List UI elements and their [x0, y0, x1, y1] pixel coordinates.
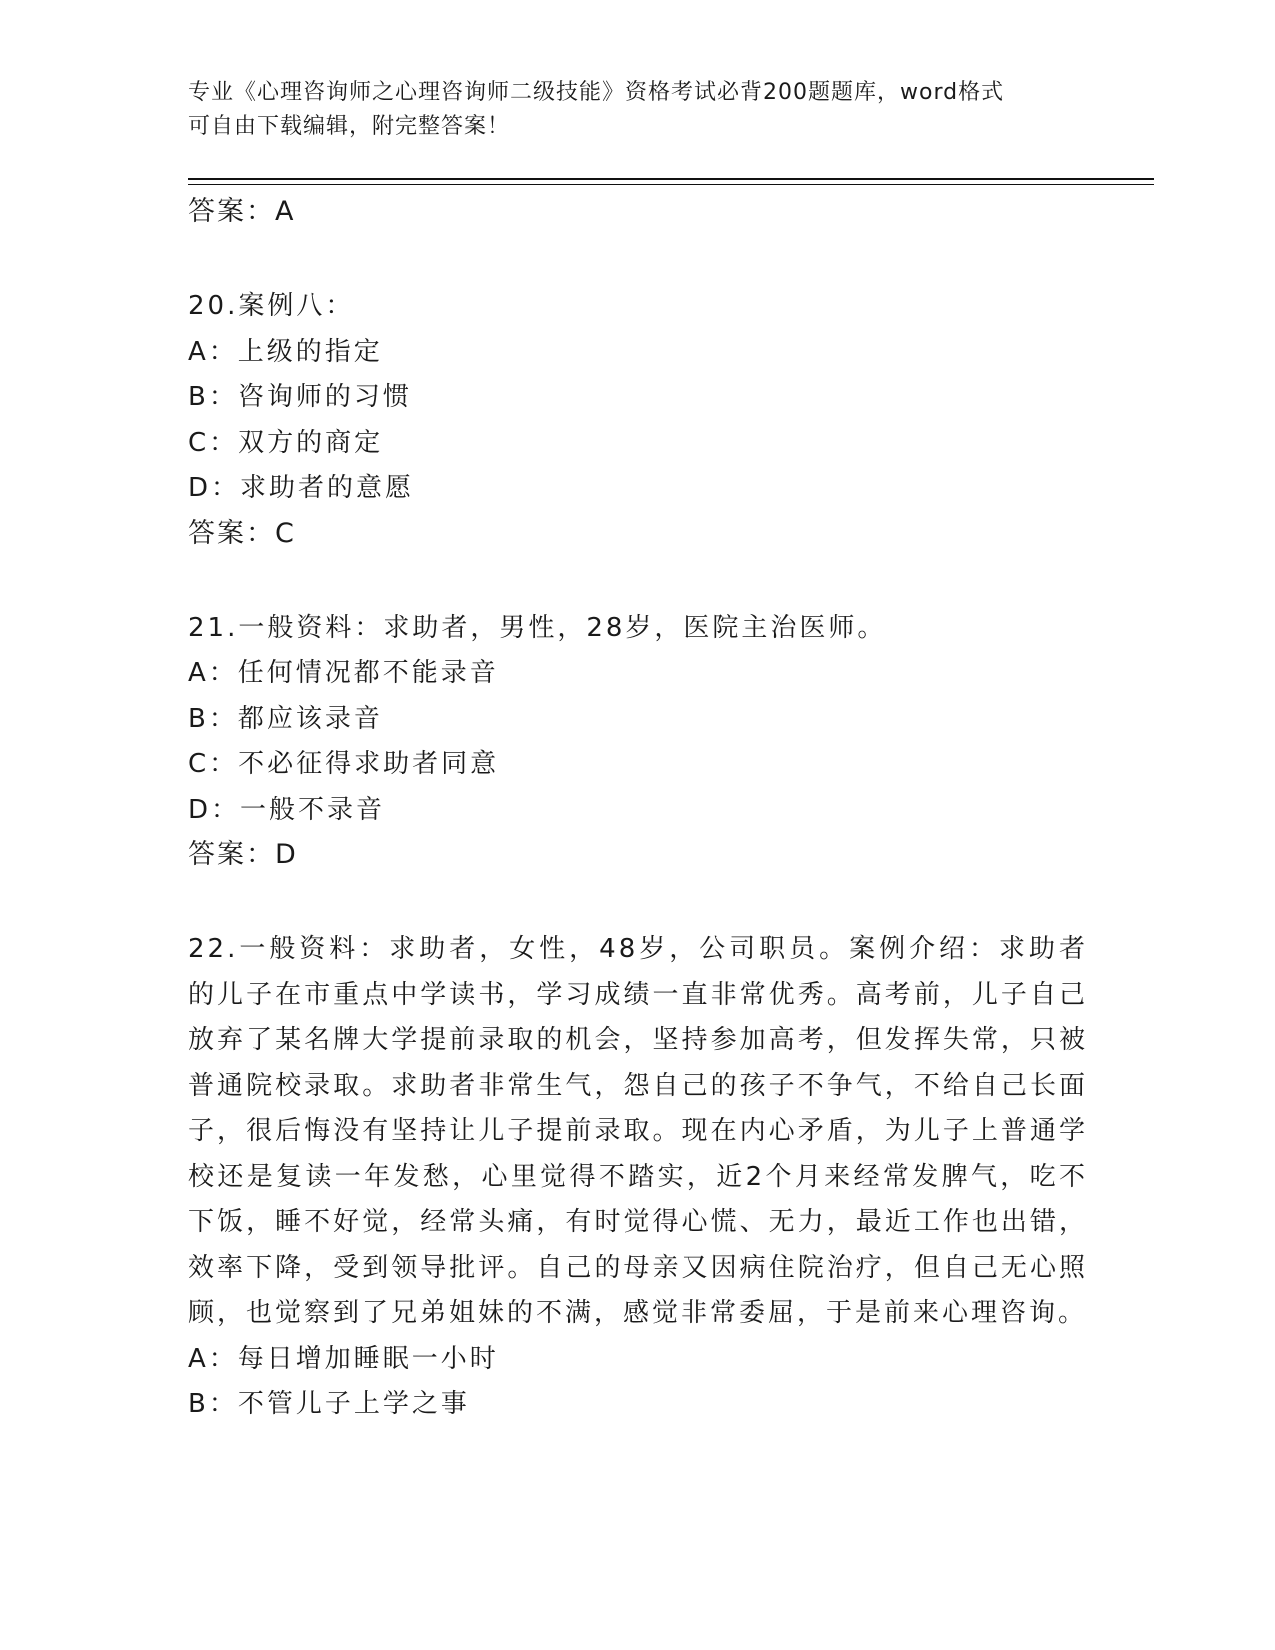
option-a: A：上级的指定 [188, 336, 383, 367]
previous-answer: 答案：A [188, 196, 296, 227]
question-stem: 20.案例八： [188, 291, 355, 321]
option-d: D：求助者的意愿 [188, 473, 415, 503]
spacer [188, 234, 1088, 284]
question-stem: 22.一般资料：求助者，女性，48岁，公司职员。案例介绍：求助者的儿子在市重点中学读书，学习成绩一直非常优秀。高考前，儿子自己放弃了某名牌大学提前录取的机会，坚持参加高考，但发挥失常，只被普通院校录取。求助者非常生气，怨自己的孩子不争气，不给自己长面子，很后悔没有坚持让儿子提前录取。现在内心矛盾，为儿子上普通学校还是复读一年发愁，心里觉得不踏实，近2个月来经常发脾气，吃不下饭，睡不好觉，经常头痛，有时觉得心慌、无力，最近工作也出错，效率下降，受到领导批评。自己的母亲又因病住院治疗，但自己无心照顾，也觉察到了兄弟姐妹的不满，感觉非常委屈，于是前来心理咨询。 [188, 934, 1088, 1328]
question-answer: 答案：D [188, 839, 298, 870]
option-b: B：不管儿子上学之事 [188, 1389, 470, 1419]
header-line-2: 可自由下载编辑，附完整答案！ [188, 114, 511, 139]
question-22 [188, 927, 1088, 1428]
option-c: C：不必征得求助者同意 [188, 749, 500, 779]
spacer [188, 556, 1088, 606]
option-b: B：咨询师的习惯 [188, 382, 412, 412]
header-rule-thin [188, 184, 1154, 185]
question-20 [188, 284, 1088, 556]
document-header [188, 76, 1068, 144]
document-body [188, 190, 1088, 1428]
option-a: A：任何情况都不能录音 [188, 658, 499, 688]
spacer [188, 877, 1088, 927]
option-b: B：都应该录音 [188, 703, 383, 734]
option-a: A：每日增加睡眠一小时 [188, 1343, 499, 1374]
question-stem: 21.一般资料：求助者，男性，28岁，医院主治医师。 [188, 612, 887, 643]
question-answer: 答案：C [188, 517, 296, 549]
header-line-1: 专业《心理咨询师之心理咨询师二级技能》资格考试必背200题题库，word格式 [188, 80, 1005, 105]
option-d: D：一般不录音 [188, 794, 386, 825]
header-rule-thick [188, 178, 1154, 180]
option-c: C：双方的商定 [188, 427, 384, 458]
question-21 [188, 606, 1088, 878]
